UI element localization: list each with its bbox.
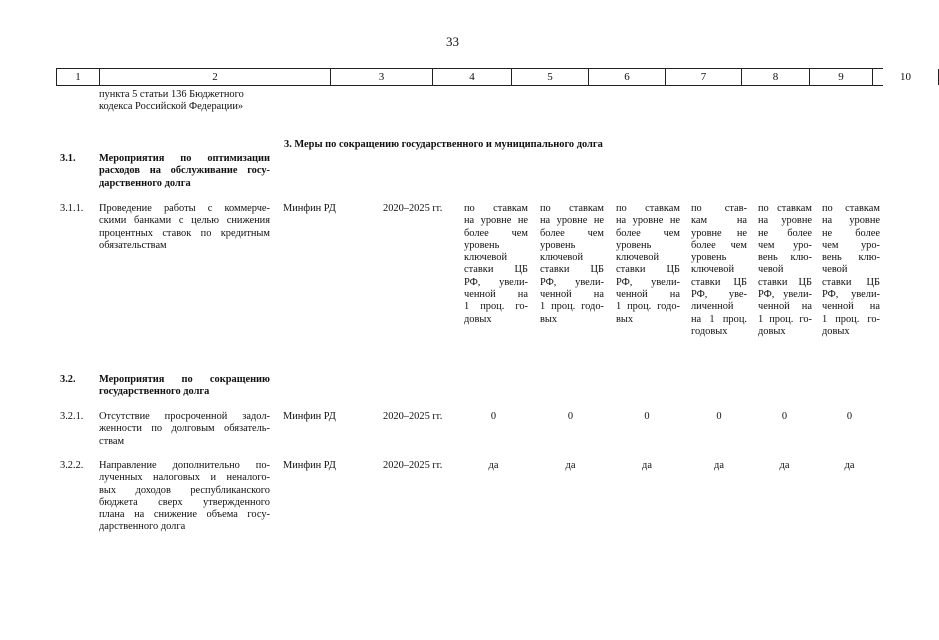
header-cell-3: 3 <box>330 69 432 85</box>
title-line: плана на снижение объема госу- <box>99 509 270 521</box>
cell-line: ченной на <box>758 301 812 313</box>
value-cell-col7 <box>616 203 680 326</box>
row-number-3-1: 3.1. <box>60 153 76 164</box>
cell-line: довых <box>822 325 850 337</box>
value-3-2-2-col6: да <box>565 460 576 471</box>
row-number-3-2-2: 3.2.2. <box>60 460 84 471</box>
cell-line: ставки ЦБ <box>464 264 528 276</box>
title-line: Мероприятия по оптимизации <box>99 153 270 164</box>
cell-line: более чем <box>464 227 528 239</box>
cell-line: уровень <box>691 252 727 264</box>
cell-line: по ставкам <box>616 203 680 214</box>
cell-line: РФ, увели- <box>758 289 812 301</box>
value-cell-col10 <box>822 203 880 338</box>
cell-line: РФ, уве- <box>691 289 747 301</box>
row-title-3-2-2 <box>99 460 270 534</box>
cell-line: ставки ЦБ <box>691 276 747 288</box>
value-3-2-1-col7: 0 <box>644 411 650 422</box>
title-line: женности по долговым обязатель- <box>99 423 270 435</box>
cell-line: годовых <box>691 325 728 337</box>
row-title-3-2 <box>99 374 270 399</box>
executor-3-1-1: Минфин РД <box>283 203 336 214</box>
period-3-1-1: 2020–2025 гг. <box>383 203 443 214</box>
title-line: дарственного долга <box>99 521 186 533</box>
cell-line: уровне не <box>691 227 747 239</box>
header-cell-9: 9 <box>809 69 872 85</box>
cell-line: 1 проц. го- <box>758 313 812 325</box>
cell-line: ключевой <box>691 264 735 276</box>
cell-line: 1 проц. годо- <box>540 301 604 313</box>
title-line: лученных налоговых и неналого- <box>99 472 270 484</box>
value-3-2-1-col8: 0 <box>716 411 722 422</box>
cell-line: РФ, увели- <box>822 289 880 301</box>
cell-line: вых <box>540 313 558 325</box>
cell-line: чевой <box>758 264 784 276</box>
cell-line: на уровне не <box>540 215 604 227</box>
value-cell-col8 <box>691 203 747 338</box>
header-cell-7: 7 <box>665 69 741 85</box>
executor-3-2-1: Минфин РД <box>283 411 336 422</box>
title-line: Направление дополнительно по- <box>99 460 270 471</box>
value-3-2-1-col9: 0 <box>781 411 788 422</box>
value-cell-col6 <box>540 203 604 326</box>
cell-line: 1 проц. го- <box>464 301 528 313</box>
cell-line: довых <box>464 313 492 325</box>
value-3-2-1-col10: 0 <box>846 411 853 422</box>
period-3-2-2: 2020–2025 гг. <box>383 460 443 471</box>
cell-line: по ставкам <box>758 203 812 214</box>
cell-line: на 1 проц. <box>691 313 747 325</box>
cell-line: на уровне <box>822 215 880 227</box>
cell-line: РФ, увели- <box>616 276 680 288</box>
header-cell-4: 4 <box>432 69 511 85</box>
cell-line: 1 проц. го- <box>822 313 880 325</box>
cell-line: ключевой <box>540 252 584 264</box>
row-number-3-1-1: 3.1.1. <box>60 203 84 214</box>
page-number: 33 <box>446 34 459 49</box>
cell-line: кам на <box>691 215 747 227</box>
cell-line: по став- <box>691 203 747 214</box>
cell-line: более чем <box>540 227 604 239</box>
row-title-3-1 <box>99 153 270 190</box>
title-line: процентных ставок по кредитным <box>99 227 270 239</box>
title-line: вых доходов республиканского <box>99 484 270 496</box>
value-3-2-2-col8: да <box>714 460 724 471</box>
cell-line: по ставкам <box>540 203 604 214</box>
title-line: Мероприятия по сокращению <box>99 374 270 385</box>
cell-line: личенной <box>691 301 734 313</box>
header-cell-10: 10 <box>872 69 939 85</box>
title-line: дарственного долга <box>99 177 191 189</box>
cell-line: не более <box>758 227 812 239</box>
cell-line: на уровне <box>758 215 812 227</box>
value-cell-col5 <box>464 203 528 326</box>
cell-line: на уровне не <box>616 215 680 227</box>
value-3-2-1-col6: 0 <box>567 411 574 422</box>
cell-line: ставки ЦБ <box>758 276 812 288</box>
cell-line: ченной на <box>616 289 680 301</box>
cell-line: более чем <box>691 239 747 251</box>
cell-line: ключевой <box>464 252 508 264</box>
cell-line: чем уро- <box>758 239 812 251</box>
value-3-2-2-col9: да <box>779 460 790 471</box>
value-3-2-2-col7: да <box>642 460 652 471</box>
cell-line: уровень <box>616 239 652 251</box>
cell-line: РФ, увели- <box>540 276 604 288</box>
cell-line: по ставкам <box>822 203 880 214</box>
continuation-line: кодекса Российской Федерации» <box>99 101 244 113</box>
title-line: ствам <box>99 435 125 447</box>
cell-line: довых <box>758 325 786 337</box>
title-line: расходов на обслуживание госу- <box>99 165 270 177</box>
cell-line: ченной на <box>464 289 528 301</box>
title-line: государственного долга <box>99 386 210 398</box>
cell-line: РФ, увели- <box>464 276 528 288</box>
title-line: обязательствам <box>99 239 167 251</box>
header-cell-6: 6 <box>588 69 665 85</box>
cell-line: более чем <box>616 227 680 239</box>
title-line: Отсутствие просроченной задол- <box>99 411 270 422</box>
cell-line: на уровне не <box>464 215 528 227</box>
title-line: скими банками с целью снижения <box>99 215 270 227</box>
cell-line: не более <box>822 227 880 239</box>
period-3-2-1: 2020–2025 гг. <box>383 411 443 422</box>
row-number-3-2-1: 3.2.1. <box>60 411 84 422</box>
value-3-2-1-col5: 0 <box>490 411 497 422</box>
cell-line: ставки ЦБ <box>822 276 880 288</box>
value-cell-col9 <box>758 203 812 338</box>
cell-line: 1 проц. годо- <box>616 301 680 313</box>
continuation-text <box>99 89 279 114</box>
cell-line: ченной на <box>822 301 880 313</box>
cell-line: уровень <box>464 239 500 251</box>
cell-line: ченной на <box>540 289 604 301</box>
title-line: бюджета сверх утвержденного <box>99 496 270 508</box>
cell-line: чевой <box>822 264 848 276</box>
header-cell-2: 2 <box>99 69 330 85</box>
row-number-3-2: 3.2. <box>60 374 76 385</box>
cell-line: вень клю- <box>822 252 880 264</box>
cell-line: по ставкам <box>464 203 528 214</box>
cell-line: уровень <box>540 239 576 251</box>
cell-line: чем уро- <box>822 239 880 251</box>
header-cell-8: 8 <box>741 69 809 85</box>
value-3-2-2-col5: да <box>488 460 499 471</box>
value-3-2-2-col10: да <box>844 460 855 471</box>
section-title: 3. Меры по сокращению государственного и муниципального долга <box>284 139 603 150</box>
cell-line: вых <box>616 313 634 325</box>
executor-3-2-2: Минфин РД <box>283 460 336 471</box>
continuation-line: пункта 5 статьи 136 Бюджетного <box>99 89 244 100</box>
cell-line: вень клю- <box>758 252 812 264</box>
header-cell-1: 1 <box>56 69 99 85</box>
title-line: Проведение работы с коммерче- <box>99 203 270 214</box>
cell-line: ставки ЦБ <box>616 264 680 276</box>
table-header-row <box>56 68 911 86</box>
cell-line: ключевой <box>616 252 660 264</box>
cell-line: ставки ЦБ <box>540 264 604 276</box>
row-title-3-1-1 <box>99 203 270 252</box>
row-title-3-2-1 <box>99 411 270 448</box>
header-cell-5: 5 <box>511 69 588 85</box>
